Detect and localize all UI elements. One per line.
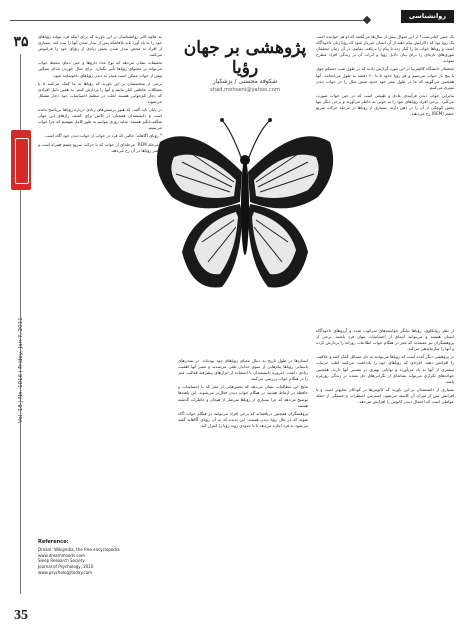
article-author: شکوفه محسنی / پزشکیار [212,78,278,85]
paragraph: بسیاری از دانشمندان بر این باورند که کابوس‌ها در کودکان شایع‌تر است و با افزایش سن از میزان آن کاسته می‌شود. استرس، اضطراب و خستگی از جمله عواملی است که احتمال دیدن کابوس را افزایش می‌دهد. [316,386,454,405]
section-label: روانشناسی [401,10,454,23]
reference-item: Dream: Wikipedia, the free encyclopedia [38,546,120,552]
page-number-top: ۳۵ [13,35,29,50]
column-middle [178,358,308,628]
page-margin [8,30,34,630]
paragraph: به علاوه اکثر روانشناسان بر این باورند که برای اینکه فرد بتواند رؤیاهای خود را به یاد آورد باید بلافاصله پس از بیدار شدن آنها را ثبت کند. بسیاری از افراد به محض بیدار شدن بخش زیادی از رؤیای خود را فراموش می‌کنند. [38,34,162,58]
butterfly-illustration-icon [152,102,338,312]
paragraph: در پژوهشی دیگر آمده است که رویاها می‌توانند به حل مسائل کمک کنند و خلاقیت را افزایش دهند. افرادی که رؤیاهای خود را یادداشت می‌کنند اغلب جزئیات بیشتری از آنها به یاد می‌آورند و توانایی بهتری در تفسیر آنها دارند. همچنین خواب‌های تکراری می‌تواند نشانه‌ای از نگرانی‌های حل نشده در زندگی روزمره باشد. [316,354,454,384]
references [38,540,162,576]
header-diamond-icon [363,16,371,24]
paragraph: در پایان باید گفت که هنوز پرسش‌های زیادی درباره رؤیاها بی‌پاسخ مانده است و دانشمندان همچنان در تلاش برای کشف رازهای این جهان شگفت‌انگیز هستند. شاید روزی بتوانیم به طور کامل بفهمیم که چرا خواب می‌بینیم. [38,107,162,131]
column-right-bottom [316,328,454,628]
reference-item: www.dreammoods.com [38,552,85,558]
footnote: * رؤیای آگاهانه: حالتی که فرد در خواب از خواب دیدن خود آگاه است. [44,133,162,139]
article-title: پژوهشی بر جهان رؤیا [183,38,307,78]
paragraph: نتایج این مطالعات نشان می‌دهد که بخش‌هایی از مغز که با احساسات و حافظه در ارتباط هستند در هنگام خواب دیدن فعال‌تر می‌شوند. این یافته‌ها توضیح می‌دهد که چرا بسیاری از رؤیاها سرشار از هیجان و خاطرات گذشته هستند. [178,384,308,408]
footnote: * مرحله REM: مرحله‌ای از خواب که با حرکت سریع چشم همراه است و بیشتر رؤیاها در آن رخ می‌دهد. [38,141,162,153]
author-email: shad.mohseni@yahoo.com [210,87,280,93]
newspaper-logo-icon [11,130,31,190]
paragraph: بنابراین خواب دیدن فرآیندی عادی و طبیعی است که در حین خواب صورت می‌گیرد. برخی افراد رؤیاهای خود را به خوبی به خاطر می‌آورند و برخی دیگر تنها بخش کوچکی از آن را در ذهن دارند. بسیاری از رویاها در مرحله حرکت سریع چشم (REM) رخ می‌دهند. [316,92,454,117]
paragraph: از نظر روانکاوی، رؤیاها بیانگر خواسته‌های سرکوب شده و آرزوهای ناخودآگاه انسان هستند و می‌توانند آینه‌ای از احساسات پنهان فرد باشند. برخی از پژوهشگران نیز معتقدند که مغز در هنگام خواب اطلاعات روزانه را پردازش کرده و آنها را سازماندهی می‌کند. [316,328,454,352]
reference-item: Sleep Research Society [38,558,85,564]
paragraph: محققان دانشگاه کالیفرنیا در این مورد گزارش دادند که در طول شب دستکم چهار یا پنج بار خواب می‌بینیم و هر رؤیا حدود ۵ تا ۲۰ دقیقه به طول می‌انجامد. آنها همچنین می‌گویند که ما در طول عمر خود حدود شش سال را در خواب دیدن سپری می‌کنیم. [316,66,454,90]
paragraph: انسان‌ها در طول تاریخ به دنبال معنای رویاهای خود بوده‌اند. در تمدن‌های باستانی رؤیاها پیام‌هایی از سوی خدایان تلقی می‌شدند و تعبیر آنها اهمیت زیادی داشت. امروزه دانشمندان با استفاده از ابزارهای پیشرفته فعالیت مغز را در هنگام خواب بررسی می‌کنند. [178,358,308,382]
paragraph: پژوهشگران همچنین دریافته‌اند که برخی افراد می‌توانند در هنگام خواب آگاه شوند که در حال رؤیا دیدن هستند. این پدیده که به آن رؤیای آگاهانه گفته می‌شود به فرد اجازه می‌دهد تا تا حدودی روند رؤیا را کنترل کند. [178,410,308,428]
paragraph: یک چنین کتابی‌ست؟ از این سوال پیش از سال‌ها می‌گفتند که او هر خوابیده است یک رویا بود که ذاکرانش پیام دهند از آن انسان خبردار شود که رؤیا زبان ناخودآگاه است و رویاها خواب ما را کنار زده تا پیام را دریافت نماییم. در آن زمان محققان تئوری‌های تازه‌ای را برای بیان دلایل رؤیا و اثرات آن بر زندگی افراد مطرح نمودند. [316,34,454,64]
paragraph: برخی از متخصصان بر این باورند که رؤیاها به ما کمک می‌کنند تا با مشکلات عاطفی کنار بیاییم و آنها را پردازش کنیم. به همین دلیل افرادی که دچار کم‌خوابی هستند اغلب در تنظیم احساسات خود دچار مشکل می‌شوند. [38,80,162,104]
article-header [170,30,320,360]
issue-meta: Vol. 18 | No. 1016 | Friday, Jan 7, 2011 [18,317,24,423]
column-left [38,34,162,534]
references-title: Reference: [38,539,69,545]
reference-item: Journal of Psychology, 2010 [38,564,94,570]
page-number-bottom: 35 [14,608,28,623]
page-header [0,10,464,26]
header-rule [10,20,364,21]
reference-item: www.psychologytoday.com [38,569,92,575]
paragraph: تحقیقات نشان می‌دهد که نوع غذا، داروها و حتی دمای محیط خواب می‌تواند بر محتوای رؤیاها تأثیر بگذارد. برای مثال خوردن غذای سنگین پیش از خواب ممکن است منجر به دیدن رؤیاهای ناخوشایند شود. [38,60,162,78]
